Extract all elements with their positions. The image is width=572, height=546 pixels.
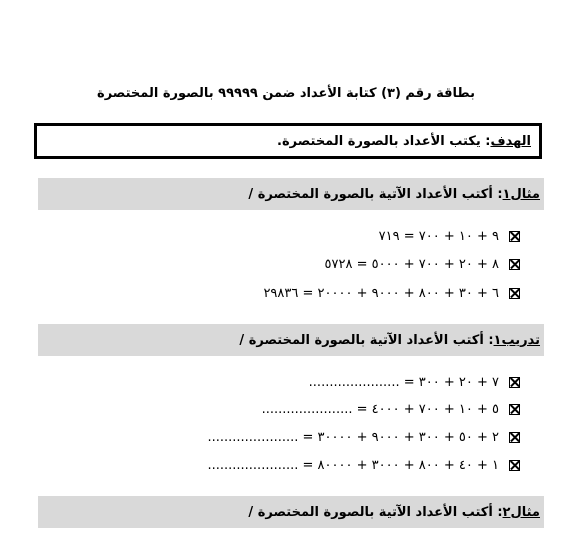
example1-row — [379, 226, 520, 246]
exercise1-row — [309, 372, 520, 392]
checkbox-icon — [509, 460, 520, 471]
example2-label: مثال٢ — [502, 504, 540, 520]
example1-expression: ٨ + ٢٠ + ٧٠٠ + ٥٠٠٠ = ٥٧٢٨ — [324, 256, 499, 272]
exercise1-header — [38, 324, 544, 356]
checkbox-icon — [509, 231, 520, 242]
exercise1-row — [207, 455, 520, 475]
checkbox-icon — [509, 432, 520, 443]
goal-box — [34, 123, 542, 159]
example1-row — [325, 254, 520, 274]
card-title: بطاقة رقم (٣) كتابة الأعداد ضمن ٩٩٩٩٩ بالصورة المختصرة — [97, 86, 475, 101]
example1-row — [263, 283, 520, 303]
checkbox-icon — [509, 404, 520, 415]
checkbox-icon — [509, 377, 520, 388]
exercise1-expression: ١ + ٤٠ + ٨٠٠ + ٣٠٠٠ + ٨٠٠٠٠ = ...................... — [207, 457, 499, 473]
checkbox-icon — [509, 259, 520, 270]
goal-label: الهدف — [490, 133, 531, 149]
exercise1-expression: ٢ + ٥٠ + ٣٠٠ + ٩٠٠٠ + ٣٠٠٠٠ = ...................... — [207, 429, 499, 445]
exercise1-row — [207, 427, 520, 447]
example2-header — [38, 496, 544, 528]
exercise1-expression: ٥ + ١٠ + ٧٠٠ + ٤٠٠٠ = ...................... — [261, 401, 499, 417]
checkbox-icon — [509, 288, 520, 299]
example2-instruction: : أكتب الأعداد الآتية بالصورة المختصرة / — [248, 504, 503, 520]
example1-expression: ٩ + ١٠ + ٧٠٠ = ٧١٩ — [378, 228, 499, 244]
exercise1-label: تدريب١ — [493, 332, 540, 348]
exercise1-instruction: : أكتب الأعداد الآتية بالصورة المختصرة / — [239, 332, 494, 348]
example1-instruction: : أكتب الأعداد الآتية بالصورة المختصرة / — [248, 186, 503, 202]
example1-expression: ٦ + ٣٠ + ٨٠٠ + ٩٠٠٠ + ٢٠٠٠٠ = ٢٩٨٣٦ — [263, 285, 499, 301]
exercise1-expression: ٧ + ٢٠ + ٣٠٠ = ...................... — [308, 374, 499, 390]
exercise1-row — [262, 399, 520, 419]
goal-text: : يكتب الأعداد بالصورة المختصرة. — [277, 133, 491, 149]
example1-label: مثال١ — [502, 186, 540, 202]
example1-header — [38, 178, 544, 210]
